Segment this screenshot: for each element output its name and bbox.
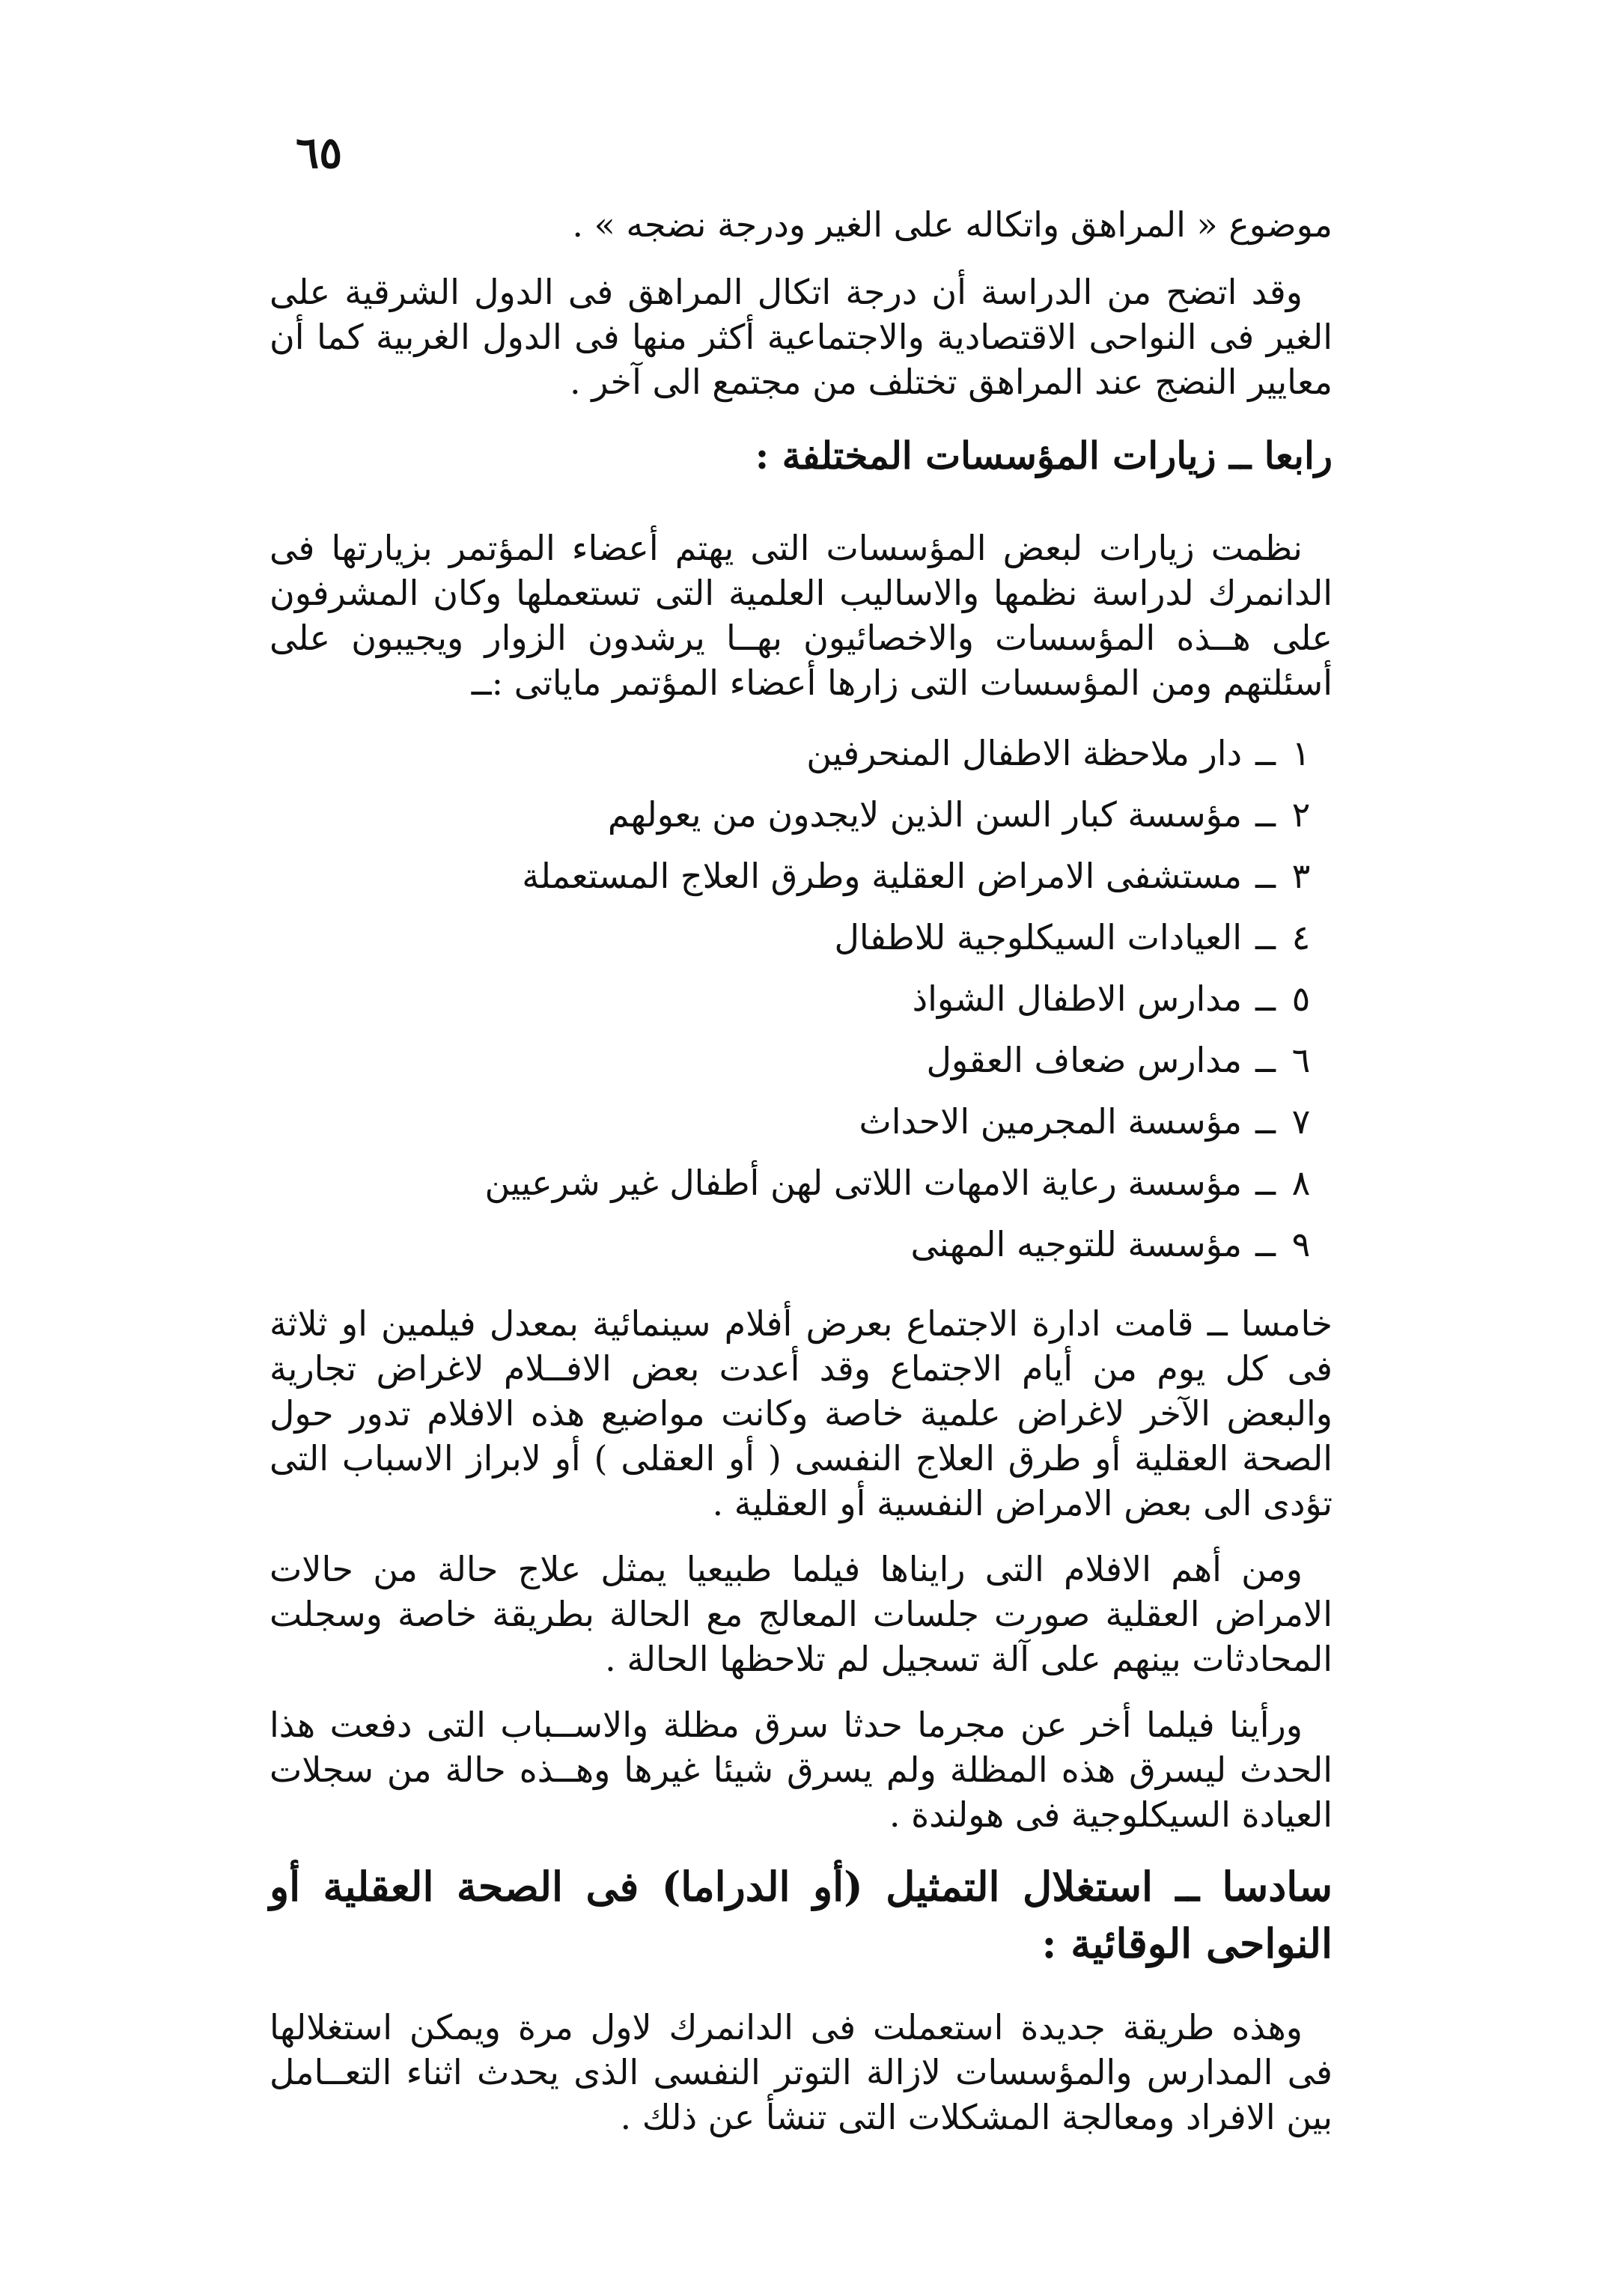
list-item-text: مدارس الاطفال الشواذ [912,978,1243,1019]
list-item-text: مؤسسة المجرمين الاحداث [859,1101,1243,1142]
institutions-list [269,726,1333,1271]
page-body [269,202,1333,2161]
list-item-dash: ــ [1255,733,1276,773]
list-item-number: ٧ [1291,1101,1311,1142]
list-item [269,726,1333,780]
list-item-dash: ــ [1255,917,1276,957]
list-item-text: العيادات السيكلوجية للاطفال [834,917,1243,957]
list-item-dash: ــ [1255,856,1276,896]
list-item-text: مدارس ضعاف العقول [926,1040,1243,1080]
list-item [269,849,1333,903]
list-item [269,1156,1333,1210]
list-item-text: دار ملاحظة الاطفال المنحرفين [806,733,1243,773]
list-item [269,1217,1333,1271]
list-item-number: ٩ [1291,1224,1311,1264]
paragraph-film-therapy: ومن أهم الافلام التى رايناها فيلما طبيعيا يمثل علاج حالة من حالات الامراض العقلية صورت جلسات المعالج مع الحالة بطريقة خاصة وسجلت المحادثات بينهم على آلة تسجيل لم تلاحظها الحالة . [269,1549,1333,1679]
list-item-text: مؤسسة رعاية الامهات اللاتى لهن أطفال غير شرعيين [484,1163,1243,1203]
list-item-number: ١ [1291,733,1311,773]
list-item-number: ٨ [1291,1163,1311,1203]
paragraph-films: خامسا ــ قامت ادارة الاجتماع بعرض أفلام سينمائية بمعدل فيلمين او ثلاثة فى كل يوم من أيام الاجتماع وقد أعدت بعض الافــلام لاغراض تجارية والبعض الآخر لاغراض علمية خاصة وكانت مواضيع هذه الافلام تدور حول الصحة العقلية أو طرق العلاج النفسى ( أو العقلى ) أو لابراز الاسباب التى تؤدى الى بعض الامراض النفسية أو العقلية . [269,1303,1333,1523]
list-item-text: مؤسسة كبار السن الذين لايجدون من يعولهم [607,794,1243,835]
paragraph-film-umbrella: ورأينا فيلما أخر عن مجرما حدثا سرق مظلة والاســباب التى دفعت هذا الحدث ليسرق هذه المظلة ولم يسرق شيئا غيرها وهــذه حالة من سجلات العيادة السيكلوجية فى هولندة . [269,1705,1333,1835]
paragraph-intro: موضوع « المراهق واتكاله على الغير ودرجة نضجه » . [572,204,1333,245]
list-item-number: ٤ [1291,917,1311,957]
paragraph-dependence: وقد اتضح من الدراسة أن درجة اتكال المراهق فى الدول الشرقية على الغير فى النواحى الاقتصادية والاجتماعية أكثر منها فى الدول الغربية كما أن معايير النضج عند المراهق تختلف من مجتمع الى آخر . [269,272,1333,402]
list-item-dash: ــ [1255,794,1276,835]
section-heading-visits: رابعا ــ زيارات المؤسسات المختلفة : [755,433,1333,478]
list-item-number: ٣ [1291,856,1311,896]
list-item [269,910,1333,964]
list-item-dash: ــ [1255,1101,1276,1142]
section-heading-drama: سادسا ــ استغلال التمثيل (أو الدراما) فى الصحة العقلية أو النواحى الوقائية : [269,1863,1333,1967]
list-item-dash: ــ [1255,1163,1276,1203]
paragraph-visits: نظمت زيارات لبعض المؤسسات التى يهتم أعضاء المؤتمر بزيارتها فى الدانمرك لدراسة نظمها والاساليب العلمية التى تستعملها وكان المشرفون على هــذه المؤسسات والاخصائيون بهــا يرشدون الزوار ويجيبون على أسئلتهم ومن المؤسسات التى زارها أعضاء المؤتمر ماياتى :ــ [269,528,1333,703]
list-item [269,1094,1333,1148]
list-item-dash: ــ [1255,1224,1276,1264]
list-item-number: ٥ [1291,978,1311,1019]
page-number: ٦٥ [296,127,343,178]
paragraph-drama: وهذه طريقة جديدة استعملت فى الدانمرك لاول مرة ويمكن استغلالها فى المدارس والمؤسسات لازالة التوتر النفسى الذى يحدث اثناء التعــامل بين الافراد ومعالجة المشكلات التى تنشأ عن ذلك . [269,2007,1333,2137]
list-item [269,788,1333,841]
list-item-text: مؤسسة للتوجيه المهنى [910,1224,1243,1264]
list-item-dash: ــ [1255,978,1276,1019]
list-item-number: ٦ [1291,1040,1311,1080]
list-item [269,972,1333,1026]
list-item-text: مستشفى الامراض العقلية وطرق العلاج المستعملة [522,856,1243,896]
list-item-dash: ــ [1255,1040,1276,1080]
list-item-number: ٢ [1291,794,1311,835]
list-item [269,1033,1333,1087]
